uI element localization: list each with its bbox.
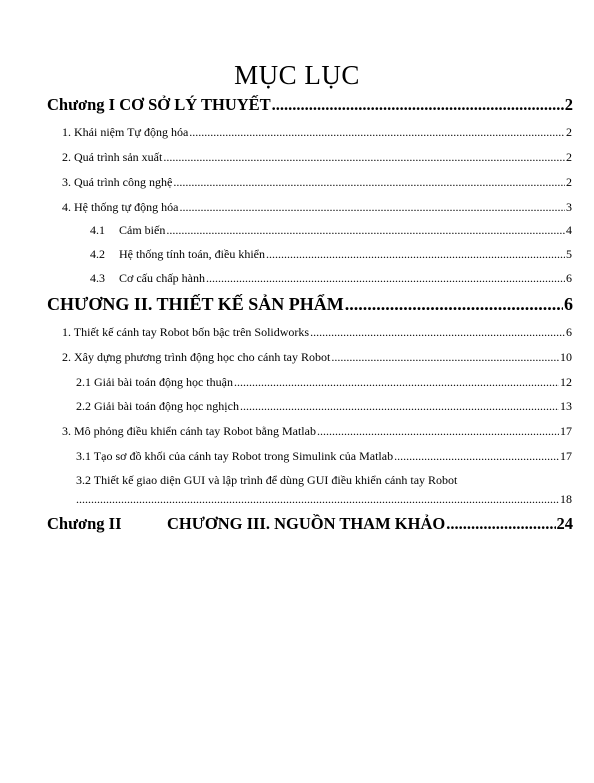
toc-entry[interactable] (62, 174, 572, 190)
leader-dots (76, 491, 559, 507)
toc-subentry-page: 12 (560, 375, 572, 389)
leader-dots (206, 270, 565, 286)
chapter-prefix: Chương II (47, 514, 122, 533)
toc-entry-page: 6 (566, 325, 572, 339)
toc-entry-label: Chương I CƠ SỞ LÝ THUYẾT (47, 95, 271, 114)
toc-subentry-page: 5 (566, 247, 572, 261)
leader-dots (173, 174, 565, 190)
toc-entry-label: 2. Xây dựng phương trình động học cho cánh tay Robot (62, 350, 331, 364)
leader-dots (310, 324, 565, 340)
toc-subentry-number: 4.3 (90, 271, 105, 285)
toc-entry-page: 2 (566, 150, 572, 164)
toc-subentry-page: 4 (566, 223, 572, 237)
toc-subentry[interactable] (90, 222, 572, 238)
leader-dots (446, 514, 555, 534)
toc-entry-label: 3. Mô phỏng điều khiển cánh tay Robot bằng Matlab (62, 424, 316, 438)
toc-subentry-number: 4.2 (90, 247, 105, 261)
toc-entry[interactable] (62, 124, 572, 140)
leader-dots (240, 398, 559, 414)
toc-subentry[interactable] (90, 246, 572, 262)
leader-dots (189, 124, 565, 140)
toc-entry-label: CHƯƠNG III. NGUỒN THAM KHẢO (167, 514, 446, 533)
toc-entry-chapter-3[interactable] (47, 514, 573, 534)
toc-entry[interactable] (62, 324, 572, 340)
toc-subentry[interactable] (76, 398, 572, 414)
leader-dots (180, 199, 566, 215)
leader-dots (317, 423, 559, 439)
toc-entry-page: 17 (560, 424, 572, 438)
toc-entry-label: 2. Quá trình sản xuất (62, 150, 163, 164)
toc-subentry-label: Cảm biến (119, 223, 166, 237)
toc-entry[interactable] (62, 199, 572, 215)
toc-entry-chapter-1[interactable] (47, 95, 573, 115)
toc-entry-label: 1. Khái niệm Tự động hóa (62, 125, 189, 139)
toc-entry-label: 4. Hệ thống tự động hóa (62, 200, 179, 214)
leader-dots (331, 349, 559, 365)
leader-dots (163, 149, 565, 165)
toc-entry-label: CHƯƠNG II. THIẾT KẾ SẢN PHẨM (47, 294, 344, 314)
toc-subentry-page: 18 (560, 492, 572, 506)
toc-entry-page: 3 (566, 200, 572, 214)
leader-dots (166, 222, 565, 238)
toc-entry-page: 24 (556, 514, 573, 533)
toc-subentry-label: Cơ cấu chấp hành (119, 271, 205, 285)
toc-entry-page: 2 (566, 125, 572, 139)
leader-dots (266, 246, 565, 262)
toc-subentry-label: 3.1 Tạo sơ đồ khối của cánh tay Robot trong Simulink của Matlab (76, 449, 394, 463)
page-title: MỤC LỤC (234, 60, 360, 90)
toc-entry[interactable] (62, 423, 572, 439)
toc-subentry-label: 2.1 Giải bài toán động học thuận (76, 375, 233, 389)
leader-dots (345, 294, 563, 314)
toc-subentry-label: Hệ thống tính toán, điều khiển (119, 247, 265, 261)
toc-subentry-label-line[interactable]: 3.2 Thiết kế giao diện GUI và lập trình để dùng GUI điều khiển cánh tay Robot (76, 473, 458, 487)
toc-entry-page: 6 (564, 294, 573, 314)
leader-dots (394, 448, 559, 464)
toc-subentry-page: 17 (560, 449, 572, 463)
toc-subentry-label: 2.2 Giải bài toán động học nghịch (76, 399, 239, 413)
toc-entry-page: 2 (564, 95, 573, 114)
toc-subentry-number: 4.1 (90, 223, 105, 237)
toc-subentry[interactable] (76, 448, 572, 464)
leader-dots (272, 95, 564, 115)
toc-entry[interactable] (62, 349, 572, 365)
leader-dots (234, 374, 559, 390)
toc-entry-page: 10 (560, 350, 572, 364)
toc-subentry-continuation[interactable] (76, 491, 572, 507)
toc-entry-label: 1. Thiết kế cánh tay Robot bốn bậc trên Solidworks (62, 325, 310, 339)
toc-subentry-page: 13 (560, 399, 572, 413)
toc-entry[interactable] (62, 149, 572, 165)
toc-subentry[interactable] (90, 270, 572, 286)
toc-subentry[interactable] (76, 374, 572, 390)
toc-entry-label: 3. Quá trình công nghệ (62, 175, 173, 189)
toc-entry-page: 2 (566, 175, 572, 189)
toc-subentry-page: 6 (566, 271, 572, 285)
toc-entry-chapter-2[interactable] (47, 294, 573, 314)
